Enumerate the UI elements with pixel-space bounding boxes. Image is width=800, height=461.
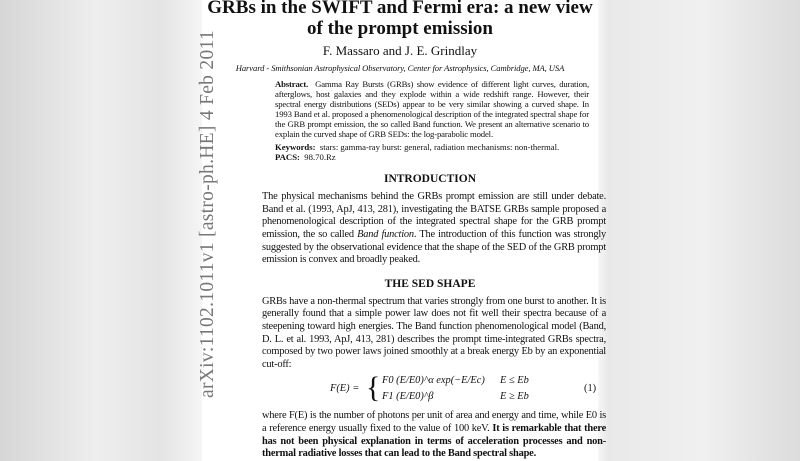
equation-lhs: F(E) = bbox=[330, 383, 360, 395]
equation-cond-2: E ≥ Eb bbox=[500, 391, 529, 403]
equation-row-2: F1 (E/E0)^β bbox=[382, 391, 434, 403]
equation-1 bbox=[262, 373, 601, 405]
sed-paragraph: GRBs have a non-thermal spectrum that varies strongly from one burst to another. It is generally found that a simple power law does not fit well their spectra because of a steepening toward high energies. The Band function phenomenological model (Band, D. L. et al. 1993, ApJ, 413, 281) describes the prompt time-integrated GRBs spectra, composed by two power laws joined smoothly at a break energy Eb by an exponential cut-off: bbox=[262, 295, 606, 370]
keywords-block bbox=[275, 143, 589, 162]
title-line-1: GRBs in the SWIFT and Fermi era: a new view bbox=[207, 0, 593, 18]
intro-italic: Band function bbox=[357, 229, 414, 241]
after-bold-text: It is remarkable that there has not been physical explanation in terms of acceleration processes and non-thermal radiative losses that can lead to the Band spectral shape. bbox=[262, 422, 606, 460]
section-heading-sed-shape: THE SED SHAPE bbox=[384, 277, 476, 290]
paper-title bbox=[202, 0, 598, 39]
after-equation-paragraph bbox=[262, 410, 606, 460]
title-line-2: of the prompt emission bbox=[307, 18, 493, 39]
authors: F. Massaro and J. E. Grindlay bbox=[322, 43, 478, 58]
abstract-text: Gamma Ray Bursts (GRBs) show evidence of different light curves, duration, afterglows, host galaxies and they explode within a wide redshift range. However, their spectral energy distributions (SEDs) appear to be very similar showing a curved shape. In 1993 Band et al. proposed a phenomenological description of the integrated spectral shape for the GRB prompt emission, the so called Band function. We present an alternative scenario to explain the curved shape of GRB SEDs: the log-parabolic model. bbox=[275, 79, 589, 139]
equation-number: (1) bbox=[584, 383, 597, 395]
pacs-text: 98.70.Rz bbox=[304, 151, 336, 162]
document-page bbox=[202, 0, 607, 461]
arxiv-stamp: arXiv:1102.1011v1 [astro-ph.HE] 4 Feb 2011 bbox=[197, 30, 218, 398]
equation-row-1: F0 (E/E0)^α exp(−E/Ec) bbox=[382, 375, 485, 387]
keywords-label: Keywords: bbox=[275, 142, 316, 153]
abstract bbox=[275, 80, 589, 139]
keywords-text: stars: gamma-ray burst: general, radiation mechanisms: non-thermal. bbox=[319, 142, 560, 153]
intro-text: The physical mechanisms behind the GRBs prompt emission are still under debate. Band et al. (1993, ApJ, 413, 281), investigating the BATSE GRBs sample proposed a phenomenological description of the integrated spectral shape for the GRB prompt emission, the so called bbox=[262, 191, 606, 241]
section-heading-introduction: INTRODUCTION bbox=[383, 173, 476, 186]
equation-brace: { bbox=[366, 371, 381, 405]
intro-text-cont: . The introduction of this function was strongly suggested by the observational evidence that the shape of the SED of the GRB prompt emission is convex and broadly peaked. bbox=[262, 229, 607, 266]
affiliation: Harvard - Smithsonian Astrophysical Observatory, Center for Astrophysics, Cambridge, MA, USA bbox=[235, 63, 565, 73]
equation-cond-1: E ≤ Eb bbox=[500, 375, 529, 387]
pacs-label: PACS: bbox=[275, 151, 300, 162]
after-text: where F(E) is the number of photons per unit of area and energy and time, while E0 is a reference energy usually fixed to the value of 100 keV. bbox=[262, 410, 606, 434]
abstract-label: Abstract. bbox=[275, 79, 309, 89]
intro-paragraph bbox=[262, 191, 606, 267]
